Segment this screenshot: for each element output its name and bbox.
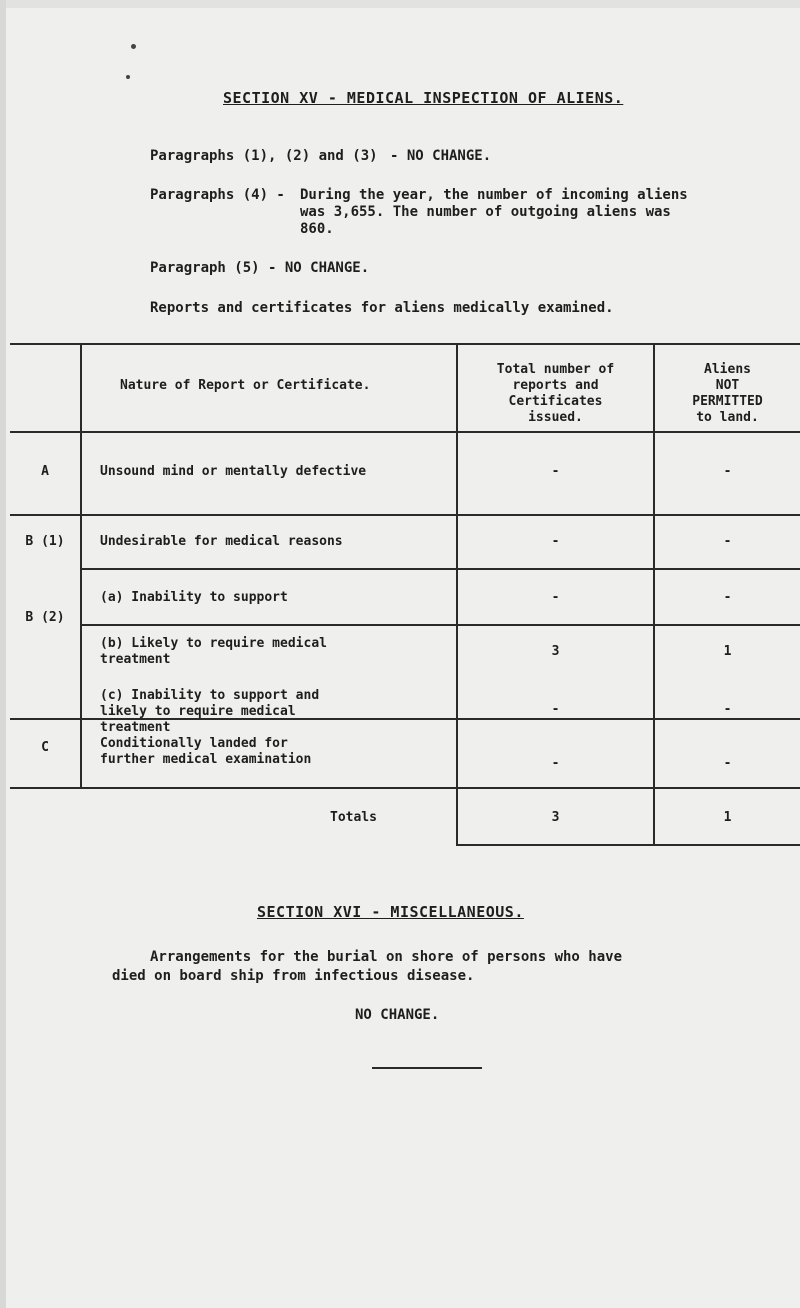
row-nature: Conditionally landed for further medical examination [100, 736, 312, 767]
para-4-line2: was 3,655. The number of outgoing aliens was [300, 204, 671, 220]
row-aliens: - [723, 534, 732, 549]
row-total: - [551, 464, 560, 479]
ink-speck [131, 44, 136, 49]
row-total: 3 [551, 644, 560, 659]
table-rule [10, 514, 800, 516]
header-aliens-not-permitted: Aliens NOT PERMITTED to land. [692, 362, 763, 425]
table-rule [456, 844, 800, 846]
row-aliens: 1 [723, 644, 732, 659]
row-nature: (b) Likely to require medical treatment [100, 636, 327, 667]
row-nature: Undesirable for medical reasons [100, 534, 343, 549]
table-rule [80, 568, 800, 570]
table-rule [10, 431, 800, 433]
row-nature: Unsound mind or mentally defective [100, 464, 367, 479]
row-total: - [551, 534, 560, 549]
para-4-line1: During the year, the number of incoming aliens [300, 187, 688, 203]
row-total: - [551, 702, 560, 717]
row-nature: (c) Inability to support and likely to require medical treatment [100, 688, 320, 735]
section-xvi-line2: died on board ship from infectious disease. [112, 968, 475, 984]
totals-aliens: 1 [723, 810, 732, 825]
row-aliens: - [723, 590, 732, 605]
header-nature: Nature of Report or Certificate. [120, 378, 371, 393]
section-xvi-line1: Arrangements for the burial on shore of persons who have [150, 949, 623, 965]
row-code: B (2) [25, 610, 65, 625]
table-rule [10, 787, 800, 789]
para-4-line3: 860. [300, 221, 334, 237]
para-4-label: Paragraphs (4) - [150, 187, 285, 203]
para-1-3-label: Paragraphs (1), (2) and (3) [150, 148, 378, 164]
table-rule [10, 343, 800, 345]
table-rule [80, 624, 800, 626]
totals-total: 3 [551, 810, 560, 825]
header-total: Total number of reports and Certificates issued. [496, 362, 615, 425]
row-total: - [551, 590, 560, 605]
section-xvi-no-change: NO CHANGE. [355, 1007, 440, 1023]
row-aliens: - [723, 756, 732, 771]
row-total: - [551, 756, 560, 771]
closing-rule [372, 1067, 482, 1069]
section-xv-heading: SECTION XV - MEDICAL INSPECTION OF ALIENS. [223, 89, 624, 107]
row-aliens: - [723, 702, 732, 717]
row-nature: (a) Inability to support [100, 590, 288, 605]
table-col-rule [80, 343, 82, 788]
para-5: Paragraph (5) - NO CHANGE. [150, 260, 370, 276]
row-aliens: - [723, 464, 732, 479]
page-left-edge [0, 0, 6, 1308]
row-code: B (1) [25, 534, 65, 549]
ink-speck [126, 75, 130, 79]
section-xvi-heading: SECTION XVI - MISCELLANEOUS. [257, 903, 524, 921]
para-1-3-value: - NO CHANGE. [390, 148, 492, 164]
totals-label: Totals [330, 810, 377, 825]
page-top-edge [0, 0, 800, 8]
row-code: A [41, 464, 49, 479]
row-code: C [41, 740, 49, 755]
reports-intro: Reports and certificates for aliens medically examined. [150, 300, 614, 316]
